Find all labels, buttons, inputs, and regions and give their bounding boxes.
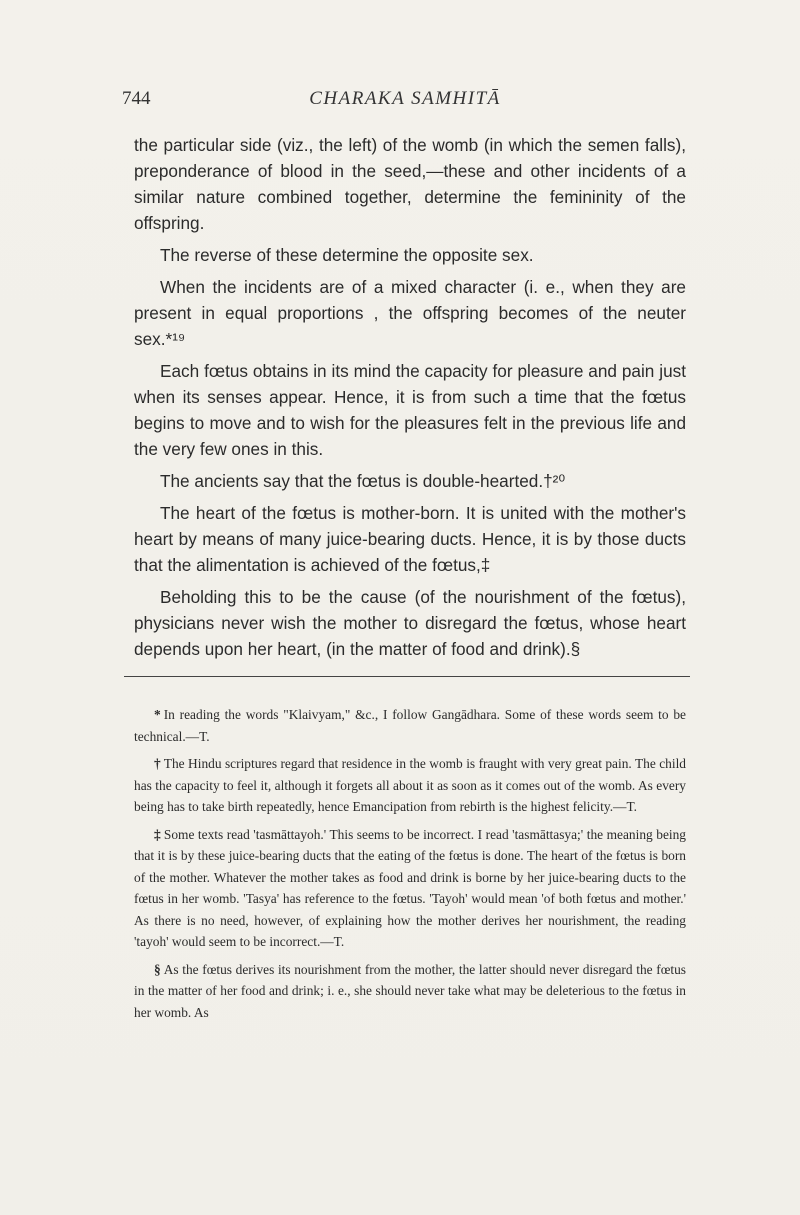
paragraph: the particular side (viz., the left) of the womb (in which the semen falls), preponderance of blood in the seed,—these and other incidents of a similar nature combined together, determine the femininity of the offspring. — [134, 135, 686, 233]
footnotes — [134, 704, 686, 1029]
footnote-text: As the fœtus derives its nourishment from the mother, the latter should never disregard the fœtus in the matter of her food and drink; i. e., she should never take what may be deleterious to the fœtus in her womb. As — [134, 961, 686, 1020]
paragraph: Beholding this to be the cause (of the nourishment of the fœtus), physicians never wish the mother to disregard the fœtus, whose heart depends upon her heart, (in the matter of food and drink).§ — [134, 587, 686, 659]
footnote-mark: † — [154, 756, 161, 771]
footnote-mark: * — [154, 707, 161, 722]
paragraph: Each fœtus obtains in its mind the capacity for pleasure and pain just when its senses appear. Hence, it is from such a time that the fœtus begins to move and to wish for the pleasures felt in the previous life and the very few ones in this. — [134, 361, 686, 459]
footnote-mark: § — [154, 961, 161, 977]
paragraph: The heart of the fœtus is mother-born. It is united with the mother's heart by means of many juice-bearing ducts. Hence, it is by those ducts that the alimentation is achieved of the fœtus,‡ — [134, 503, 686, 575]
footnote — [134, 753, 686, 818]
footnote-divider — [124, 676, 690, 677]
footnote — [134, 704, 686, 747]
paragraph: When the incidents are of a mixed character (i. e., when they are present in equal proportions , the offspring becomes of the neuter sex.*¹⁹ — [134, 277, 686, 349]
paragraph: The reverse of these determine the opposite sex. — [160, 245, 534, 265]
footnote-text: In reading the words "Klaivyam," &c., I follow Gangādhara. Some of these words seem to be technical.—T. — [134, 707, 686, 744]
footnote-text: The Hindu scriptures regard that residence in the womb is fraught with very great pain. The child has the capacity to feel it, although it forgets all about it as soon as it comes out of the womb. As every being has to take birth repeatedly, hence Emancipation from rebirth is the highest felicity.—T. — [134, 756, 686, 814]
footnote — [134, 959, 686, 1024]
footnote-text: Some texts read 'tasmāttayoh.' This seems to be incorrect. I read 'tasmāttasya;' the meaning being that it is by these juice-bearing ducts that the eating of the fœtus is done. The heart of the fœtus is born of the mother. Whatever the mother takes as food and drink is borne by her juice-bearing ducts to the fœtus in her womb. 'Tasya' has reference to the fœtus. 'Tayoh' would mean 'of both fœtus and mother.' As there is no need, however, of explaining how the mother derives her nourishment, the reading 'tayoh' would seem to be incorrect.—T. — [134, 826, 686, 949]
footnote — [134, 824, 686, 953]
main-text — [134, 132, 686, 668]
page-header — [122, 88, 688, 118]
paragraph: The ancients say that the fœtus is double-hearted.†²⁰ — [160, 471, 566, 491]
footnote-mark: ‡ — [154, 826, 161, 842]
running-title: CHARAKA SAMHITĀ — [309, 88, 501, 109]
page-number: 744 — [122, 88, 151, 109]
